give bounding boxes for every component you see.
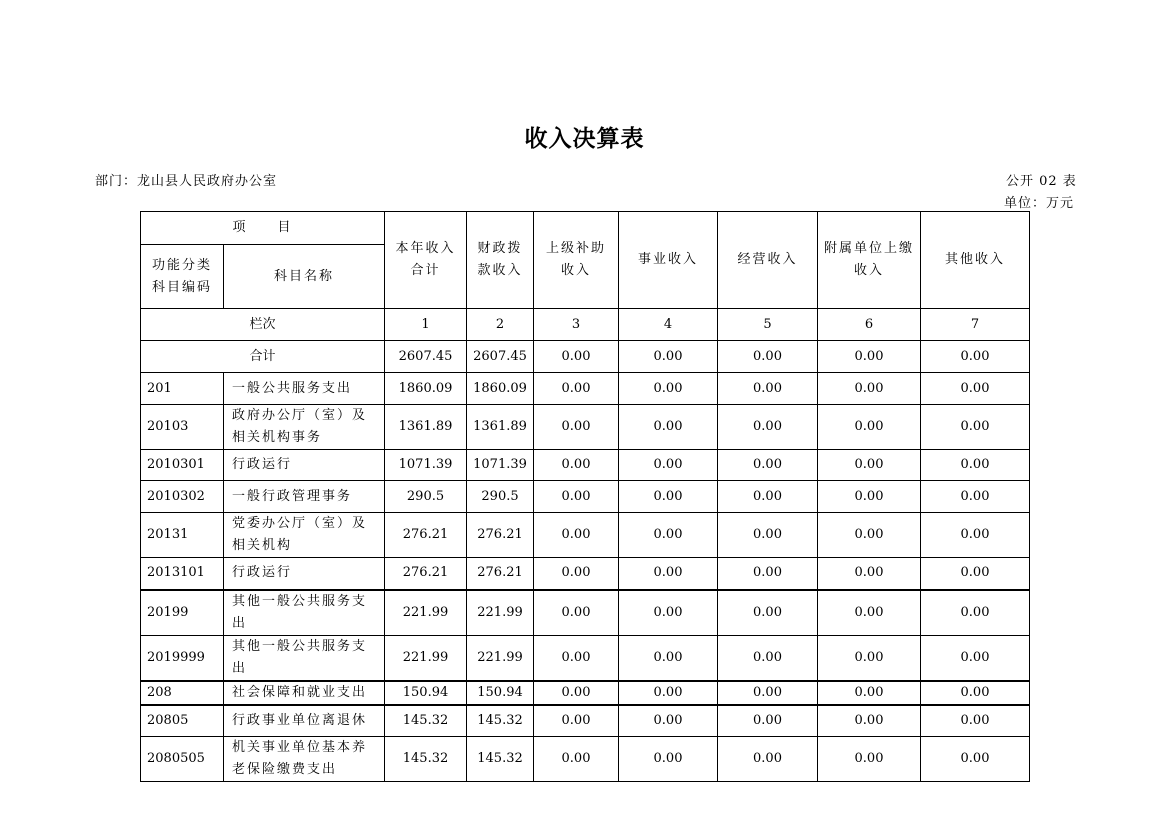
- header-func-code: 功能分类 科目编码: [141, 245, 224, 309]
- value-cell: 0.00: [921, 513, 1030, 558]
- table-row: [141, 681, 1030, 705]
- value-cell: 276.21: [385, 513, 467, 558]
- value-cell: 0.00: [718, 681, 818, 705]
- header-col-2: 财政拨 款收入: [467, 212, 534, 309]
- subject-name-cell: 其他一般公共服务支出: [224, 590, 385, 636]
- value-cell: 150.94: [467, 681, 534, 705]
- total-value: 2607.45: [467, 341, 534, 373]
- value-cell: 0.00: [921, 681, 1030, 705]
- department-label: 部门：龙山县人民政府办公室: [95, 174, 278, 189]
- value-cell: 0.00: [921, 737, 1030, 782]
- value-cell: 0.00: [718, 513, 818, 558]
- value-cell: 0.00: [718, 590, 818, 636]
- unit-label: 单位：万元: [1004, 196, 1075, 211]
- value-cell: 221.99: [385, 635, 467, 681]
- value-cell: 0.00: [619, 481, 718, 513]
- value-cell: 1361.89: [385, 405, 467, 450]
- header-item: 项 目: [141, 212, 385, 245]
- value-cell: 0.00: [534, 737, 619, 782]
- header-col-1: 本年收入 合计: [385, 212, 467, 309]
- value-cell: 290.5: [385, 481, 467, 513]
- column-index: 2: [467, 309, 534, 341]
- form-number: 公开 02 表: [1006, 174, 1077, 189]
- func-code-cell: 20199: [141, 590, 224, 636]
- value-cell: 0.00: [818, 681, 921, 705]
- value-cell: 0.00: [534, 635, 619, 681]
- table-row: [141, 481, 1030, 513]
- report-title: 收入决算表: [524, 126, 645, 152]
- value-cell: 0.00: [534, 513, 619, 558]
- subject-name-cell: 其他一般公共服务支出: [224, 635, 385, 681]
- value-cell: 0.00: [534, 558, 619, 590]
- table-row: [141, 513, 1030, 558]
- header-col-7: 其他收入: [921, 212, 1030, 309]
- value-cell: 0.00: [718, 373, 818, 405]
- subject-name-cell: 行政运行: [224, 558, 385, 590]
- func-code-cell: 2013101: [141, 558, 224, 590]
- total-value: 0.00: [718, 341, 818, 373]
- header-subject-name: 科目名称: [224, 245, 385, 309]
- header-col-5: 经营收入: [718, 212, 818, 309]
- header-col-3: 上级补助 收入: [534, 212, 619, 309]
- value-cell: 0.00: [619, 558, 718, 590]
- value-cell: 0.00: [818, 513, 921, 558]
- column-index: 1: [385, 309, 467, 341]
- value-cell: 0.00: [619, 635, 718, 681]
- column-index-label: 栏次: [141, 309, 385, 341]
- value-cell: 0.00: [619, 705, 718, 737]
- value-cell: 0.00: [818, 635, 921, 681]
- value-cell: 0.00: [818, 405, 921, 450]
- value-cell: 145.32: [467, 737, 534, 782]
- table-row: [141, 635, 1030, 681]
- subject-name-cell: 政府办公厅（室）及相关机构事务: [224, 405, 385, 450]
- value-cell: 0.00: [718, 481, 818, 513]
- value-cell: 0.00: [921, 558, 1030, 590]
- subject-name-cell: 行政运行: [224, 450, 385, 481]
- table-row: [141, 373, 1030, 405]
- total-value: 0.00: [818, 341, 921, 373]
- subject-name-cell: 社会保障和就业支出: [224, 681, 385, 705]
- value-cell: 1860.09: [385, 373, 467, 405]
- value-cell: 221.99: [385, 590, 467, 636]
- func-code-cell: 20131: [141, 513, 224, 558]
- table-row: [141, 405, 1030, 450]
- value-cell: 0.00: [921, 481, 1030, 513]
- value-cell: 0.00: [534, 450, 619, 481]
- value-cell: 1071.39: [385, 450, 467, 481]
- value-cell: 0.00: [718, 450, 818, 481]
- header-col-6: 附属单位上缴 收入: [818, 212, 921, 309]
- value-cell: 0.00: [619, 450, 718, 481]
- table-row: [141, 705, 1030, 737]
- value-cell: 0.00: [818, 481, 921, 513]
- value-cell: 0.00: [718, 737, 818, 782]
- value-cell: 0.00: [718, 705, 818, 737]
- func-code-cell: 20805: [141, 705, 224, 737]
- table-row: [141, 558, 1030, 590]
- func-code-cell: 2019999: [141, 635, 224, 681]
- value-cell: 1860.09: [467, 373, 534, 405]
- func-code-cell: 208: [141, 681, 224, 705]
- value-cell: 1361.89: [467, 405, 534, 450]
- column-index: 3: [534, 309, 619, 341]
- func-code-cell: 2010302: [141, 481, 224, 513]
- value-cell: 0.00: [921, 373, 1030, 405]
- table-row: [141, 590, 1030, 636]
- subject-name-cell: 党委办公厅（室）及相关机构: [224, 513, 385, 558]
- value-cell: 0.00: [619, 737, 718, 782]
- value-cell: 0.00: [921, 450, 1030, 481]
- value-cell: 0.00: [619, 405, 718, 450]
- value-cell: 0.00: [534, 405, 619, 450]
- value-cell: 0.00: [534, 705, 619, 737]
- subject-name-cell: 机关事业单位基本养老保险缴费支出: [224, 737, 385, 782]
- value-cell: 1071.39: [467, 450, 534, 481]
- value-cell: 0.00: [818, 558, 921, 590]
- func-code-cell: 201: [141, 373, 224, 405]
- value-cell: 0.00: [534, 481, 619, 513]
- value-cell: 0.00: [921, 590, 1030, 636]
- func-code-cell: 2080505: [141, 737, 224, 782]
- total-value: 2607.45: [385, 341, 467, 373]
- subject-name-cell: 一般公共服务支出: [224, 373, 385, 405]
- header-col-4: 事业收入: [619, 212, 718, 309]
- value-cell: 0.00: [921, 405, 1030, 450]
- value-cell: 0.00: [718, 635, 818, 681]
- value-cell: 0.00: [619, 513, 718, 558]
- total-value: 0.00: [921, 341, 1030, 373]
- total-value: 0.00: [619, 341, 718, 373]
- value-cell: 145.32: [385, 705, 467, 737]
- value-cell: 145.32: [385, 737, 467, 782]
- subject-name-cell: 行政事业单位离退休: [224, 705, 385, 737]
- value-cell: 0.00: [718, 405, 818, 450]
- value-cell: 0.00: [818, 705, 921, 737]
- value-cell: 0.00: [818, 450, 921, 481]
- value-cell: 0.00: [921, 705, 1030, 737]
- value-cell: 276.21: [467, 513, 534, 558]
- value-cell: 276.21: [467, 558, 534, 590]
- income-table: [140, 211, 1030, 782]
- value-cell: 0.00: [534, 590, 619, 636]
- func-code-cell: 20103: [141, 405, 224, 450]
- value-cell: 0.00: [619, 681, 718, 705]
- total-label: 合计: [141, 341, 385, 373]
- value-cell: 0.00: [818, 373, 921, 405]
- column-index: 6: [818, 309, 921, 341]
- column-index: 4: [619, 309, 718, 341]
- table-row: [141, 450, 1030, 481]
- value-cell: 150.94: [385, 681, 467, 705]
- column-index: 5: [718, 309, 818, 341]
- value-cell: 0.00: [818, 590, 921, 636]
- column-index: 7: [921, 309, 1030, 341]
- value-cell: 276.21: [385, 558, 467, 590]
- value-cell: 0.00: [818, 737, 921, 782]
- value-cell: 0.00: [921, 635, 1030, 681]
- value-cell: 145.32: [467, 705, 534, 737]
- value-cell: 290.5: [467, 481, 534, 513]
- subject-name-cell: 一般行政管理事务: [224, 481, 385, 513]
- value-cell: 0.00: [534, 681, 619, 705]
- value-cell: 0.00: [718, 558, 818, 590]
- value-cell: 221.99: [467, 590, 534, 636]
- func-code-cell: 2010301: [141, 450, 224, 481]
- value-cell: 0.00: [619, 373, 718, 405]
- value-cell: 0.00: [534, 373, 619, 405]
- total-value: 0.00: [534, 341, 619, 373]
- value-cell: 0.00: [619, 590, 718, 636]
- table-row: [141, 737, 1030, 782]
- value-cell: 221.99: [467, 635, 534, 681]
